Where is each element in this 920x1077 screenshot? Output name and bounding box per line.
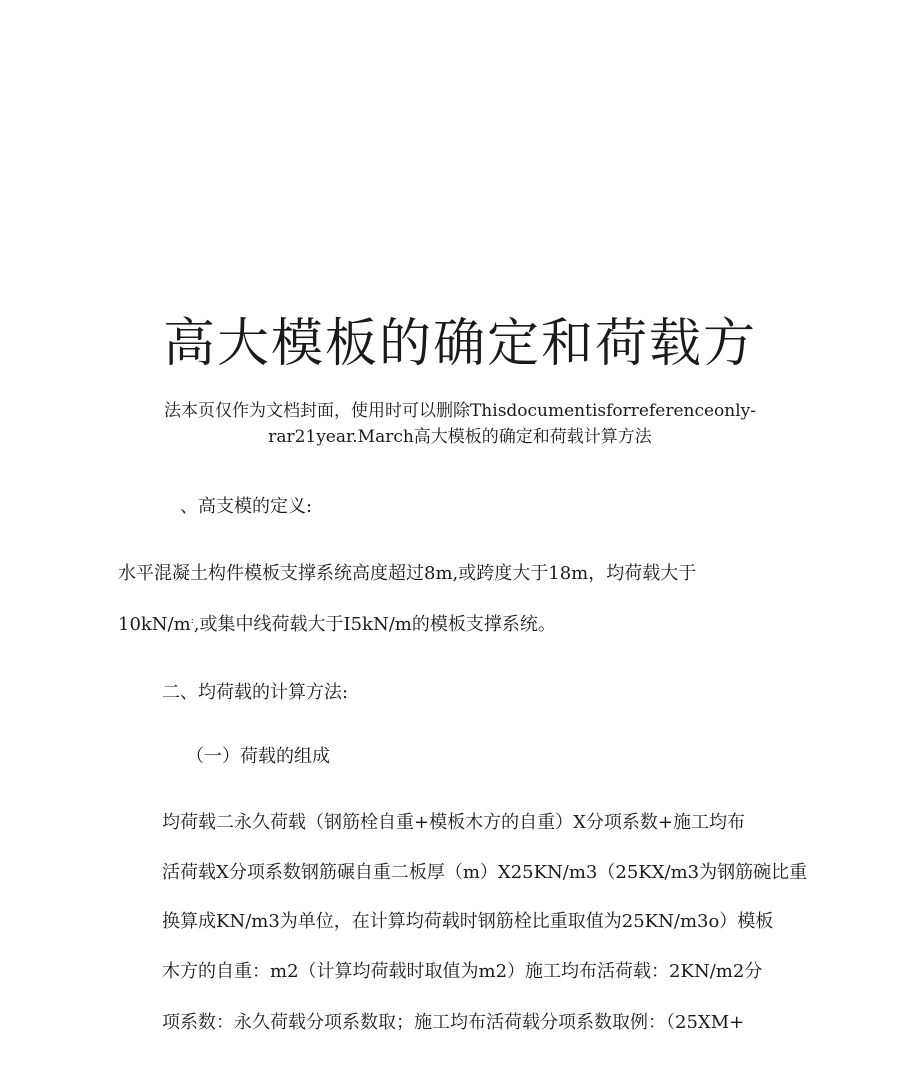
body-line-1: 均荷载二永久荷载（钢筋栓自重+模板木方的自重）X分项系数+施工均布 (162, 812, 745, 833)
document-title: 高大模板的确定和荷载方 (162, 314, 757, 374)
section-1-paragraph-line-1: 水平混凝土构件模板支撑系统高度超过8m,或跨度大于18m，均荷载大于 (118, 563, 697, 584)
section-1-heading: 、高支模的定义: (180, 496, 313, 517)
section-1-paragraph-line-2-rest: ,或集中线荷载大于I5kN/m的模板支撑系统。 (193, 614, 556, 635)
body-line-5: 项系数：永久荷载分项系数取；施工均布活荷载分项系数取例：（25XM+ (162, 1012, 745, 1033)
body-line-4: 木方的自重：m2（计算均荷载时取值为m2）施工均布活荷载：2KN/m2分 (162, 961, 763, 982)
body-line-3: 换算成KN/m3为单位，在计算均荷载时钢筋栓比重取值为25KN/m3o）模板 (162, 911, 774, 932)
section-2-heading: 二、均荷载的计算方法: (162, 682, 349, 703)
section-1-paragraph-line-2 (118, 612, 556, 638)
body-line-2: 活荷载X分项系数钢筋碾自重二板厚（m）X25KN/m3（25KX/m3为钢筋碗比重 (162, 862, 808, 883)
superscript-mark: : (190, 616, 194, 626)
subsection-1-heading: （一）荷载的组成 (186, 746, 330, 767)
load-unit-text: 10kN/m (118, 614, 191, 635)
cover-note-line-2: rar21year.March高大模板的确定和荷载计算方法 (268, 427, 652, 447)
cover-note-line-1: 法本页仅作为文档封面，使用时可以删除Thisdocumentisforreferenceonly- (163, 401, 757, 421)
